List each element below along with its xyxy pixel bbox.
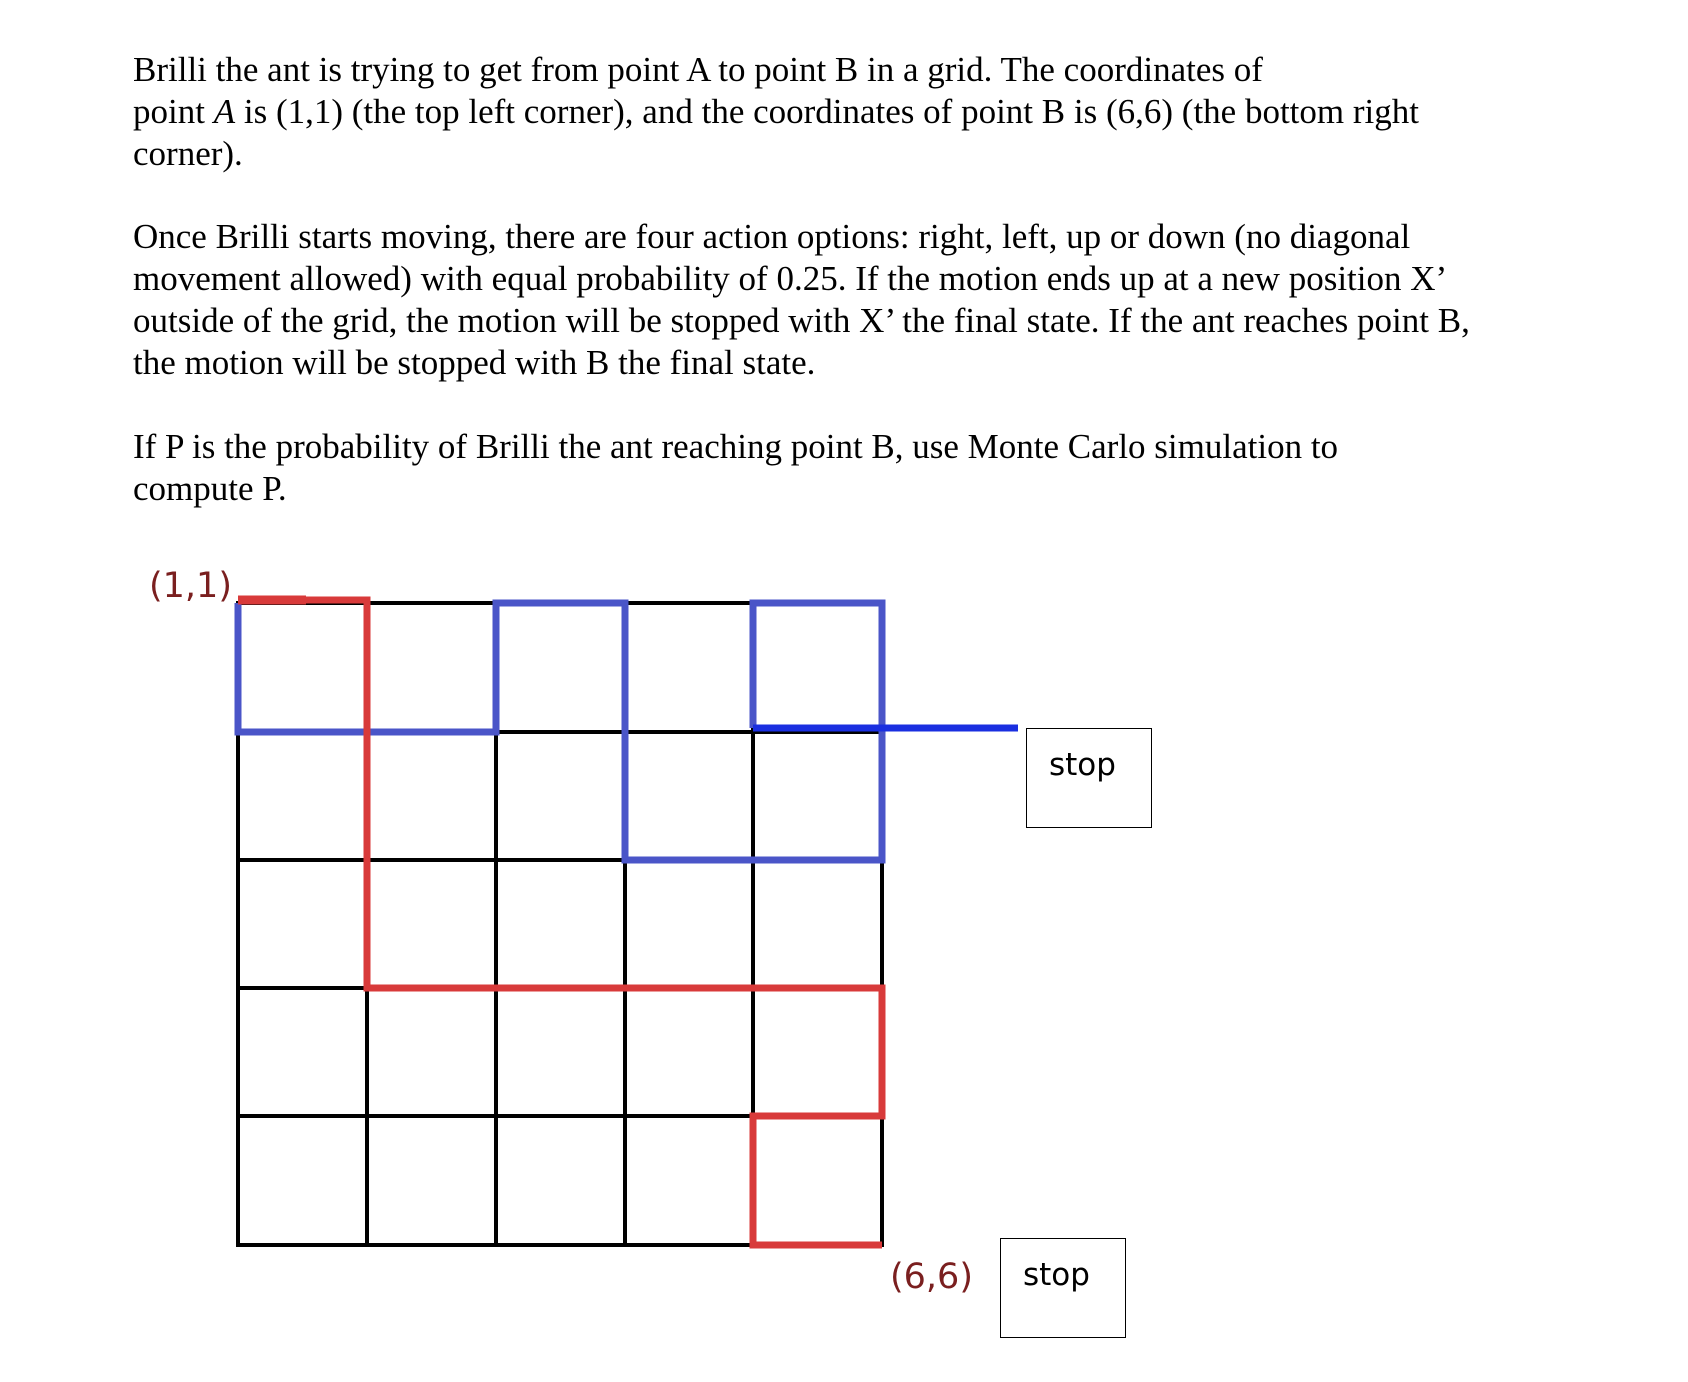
text-fragment: is (1,1) (the top left corner), and the coordinates of point B is (6,6) (the bottom right — [235, 92, 1419, 131]
stop-label: stop — [1023, 1257, 1090, 1293]
stop-box-goal — [1000, 1238, 1126, 1338]
stop-box-exit — [1026, 728, 1152, 828]
grid-lines — [238, 603, 882, 1245]
text-line: the motion will be stopped with B the final state. — [133, 343, 816, 382]
stop-label: stop — [1049, 747, 1116, 783]
text-fragment: point — [133, 92, 214, 131]
start-coordinate-label: (1,1) — [149, 566, 232, 606]
text-line: If P is the probability of Brilli the ant reaching point B, use Monte Carlo simulation to — [133, 427, 1339, 466]
text-line: Brilli the ant is trying to get from point A to point B in a grid. The coordinates of — [133, 50, 1263, 89]
text-line: movement allowed) with equal probability of 0.25. If the motion ends up at a new position X’ — [133, 259, 1448, 298]
text-line: corner). — [133, 134, 243, 173]
text-line: Once Brilli starts moving, there are four action options: right, left, up or down (no diagonal — [133, 217, 1411, 256]
text-line: outside of the grid, the motion will be stopped with X’ the final state. If the ant reaches point B, — [133, 301, 1470, 340]
end-coordinate-label: (6,6) — [890, 1257, 973, 1297]
red-path — [238, 600, 882, 1245]
italic-point-label: A — [213, 92, 236, 131]
text-line: compute P. — [133, 469, 287, 508]
